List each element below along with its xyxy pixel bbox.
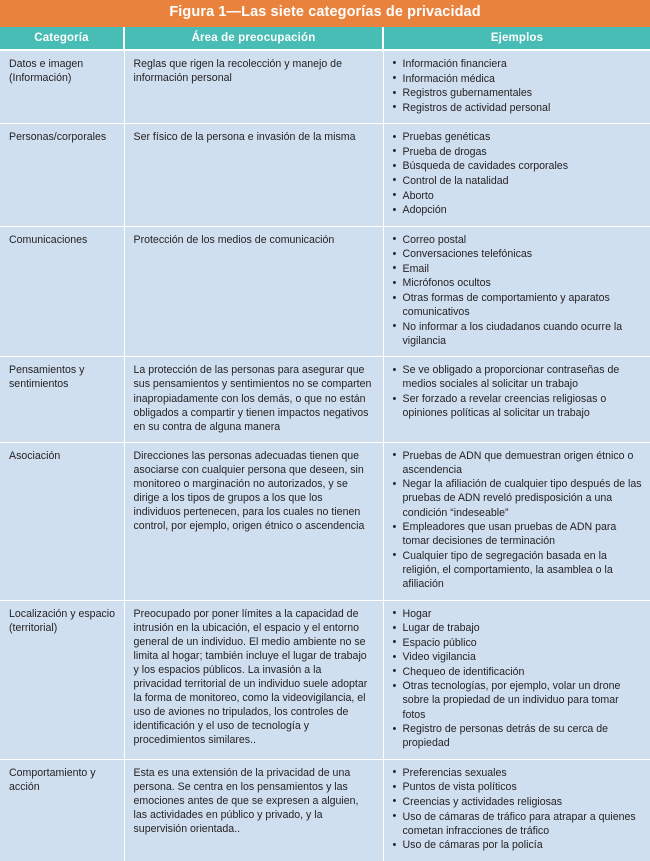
cell-concern <box>124 759 383 860</box>
example-item: • Control de la natalidad <box>392 174 643 188</box>
cell-concern <box>124 124 383 226</box>
example-item: • Se ve obligado a proporcionar contraseñas de medios sociales al solicitar un trabajo <box>392 363 643 391</box>
example-item: • Chequeo de identificación <box>392 665 643 679</box>
cell-category <box>0 600 124 759</box>
example-item: • Espacio público <box>392 636 643 650</box>
example-item: • Video vigilancia <box>392 650 643 664</box>
concern-text: Direcciones las personas adecuadas tienen que asociarse con cualquier persona que deseen, sin monitoreo o marginación no autorizados, y se dirige a los tipos de grupos a los que los individuos pertenecen, para los cuales no tienen control, por ejemplo, origen étnico o ascendencia <box>133 449 365 533</box>
example-item: • Información financiera <box>392 57 643 71</box>
table-row <box>0 357 650 442</box>
example-item: • Otras formas de comportamiento y aparatos comunicativos <box>392 291 643 319</box>
cell-category <box>0 226 124 357</box>
column-header-categoria: Categoría <box>0 27 124 50</box>
example-item: • Uso de cámaras de tráfico para atrapar a quienes cometan infracciones de tráfico <box>392 810 643 838</box>
table-body <box>0 50 650 861</box>
examples-list <box>392 449 643 591</box>
category-text: Comunicaciones <box>9 233 88 246</box>
cell-concern <box>124 226 383 357</box>
example-item: • Prueba de drogas <box>392 145 643 159</box>
example-item: • Aborto <box>392 189 643 203</box>
example-item: • Registro de personas detrás de su cerca de propiedad <box>392 722 643 750</box>
concern-text: Esta es una extensión de la privacidad de una persona. Se centra en los pensamientos y las emociones antes de que se expresen a alguien, las actividades en público y privado, y la supervisión orientada.. <box>133 766 359 836</box>
example-item: • Búsqueda de cavidades corporales <box>392 159 643 173</box>
example-item: • Creencias y actividades religiosas <box>392 795 643 809</box>
cell-category <box>0 357 124 442</box>
example-item: • Otras tecnologías, por ejemplo, volar un drone sobre la propiedad de un individuo para tomar fotos <box>392 679 643 721</box>
category-text: Datos e imagen (Información) <box>9 57 84 85</box>
example-item: • Hogar <box>392 607 643 621</box>
category-text: Pensamientos y sentimientos <box>9 364 85 391</box>
cell-examples <box>383 600 650 759</box>
concern-text: Protección de los medios de comunicación <box>133 233 335 246</box>
cell-examples <box>383 50 650 124</box>
example-item: • Empleadores que usan pruebas de ADN para tomar decisiones de terminación <box>392 520 643 548</box>
examples-list <box>392 57 643 115</box>
example-item: • Uso de cámaras por la policía <box>392 838 643 852</box>
cell-examples <box>383 357 650 442</box>
cell-category <box>0 50 124 124</box>
concern-text: Reglas que rigen la recolección y manejo de información personal <box>133 57 342 85</box>
cell-concern <box>124 600 383 759</box>
cell-category <box>0 759 124 860</box>
table-row <box>0 124 650 226</box>
example-item: • Email <box>392 262 643 276</box>
example-item: • Adopción <box>392 203 643 217</box>
cell-examples <box>383 124 650 226</box>
cell-concern <box>124 442 383 600</box>
example-item: • Micrófonos ocultos <box>392 276 643 290</box>
examples-list <box>392 607 643 751</box>
example-item: • Puntos de vista políticos <box>392 780 643 794</box>
cell-concern <box>124 357 383 442</box>
example-item: • No informar a los ciudadanos cuando ocurre la vigilancia <box>392 320 643 348</box>
concern-text: Ser físico de la persona e invasión de la misma <box>133 131 356 144</box>
category-text: Asociación <box>9 449 61 462</box>
column-header-ejemplos: Ejemplos <box>383 27 650 50</box>
category-text: Localización y espacio (territorial) <box>9 607 115 634</box>
example-item: • Pruebas genéticas <box>392 130 643 144</box>
examples-list <box>392 233 643 348</box>
example-item: • Registros de actividad personal <box>392 101 643 115</box>
header-row <box>0 27 650 50</box>
example-item: • Preferencias sexuales <box>392 766 643 780</box>
example-item: • Negar la afiliación de cualquier tipo después de las pruebas de ADN reveló predisposición a una condición “indeseable” <box>392 477 643 519</box>
examples-list <box>392 130 643 217</box>
example-item: • Lugar de trabajo <box>392 621 643 635</box>
example-item: • Ser forzado a revelar creencias religiosas o opiniones políticas al solicitar un trabajo <box>392 392 643 420</box>
table-row <box>0 600 650 759</box>
table-header <box>0 27 650 50</box>
cell-examples <box>383 226 650 357</box>
category-text: Personas/corporales <box>9 131 107 144</box>
concern-text: Preocupado por poner límites a la capacidad de intrusión en la ubicación, el espacio y el entorno general de un individuo. El medio ambiente no se limita al hogar; también incluye el lugar de trabajo y los espacios públicos. La invasión a la privacidad territorial de un individuo suele adoptar la forma de monitoreo, como la videovigilancia, el uso de aviones no tripulados, los controles de identificación y el uso de tecnología y procedimientos similares.. <box>133 607 368 747</box>
cell-concern <box>124 50 383 124</box>
figure-title: Figura 1—Las siete categorías de privacidad <box>0 0 650 27</box>
table-row <box>0 759 650 860</box>
category-text: Comportamiento y acción <box>9 766 96 793</box>
cell-category <box>0 124 124 226</box>
cell-examples <box>383 442 650 600</box>
example-item: • Correo postal <box>392 233 643 247</box>
examples-list <box>392 363 643 420</box>
cell-examples <box>383 759 650 860</box>
privacy-categories-table <box>0 27 650 861</box>
column-header-area-de-preocupacion: Área de preocupación <box>124 27 383 50</box>
example-item: • Cualquier tipo de segregación basada en la religión, el comportamiento, la asamblea o la afiliación <box>392 549 643 591</box>
example-item: • Registros gubernamentales <box>392 86 643 100</box>
example-item: • Conversaciones telefónicas <box>392 247 643 261</box>
examples-list <box>392 766 643 852</box>
example-item: • Información médica <box>392 72 643 86</box>
cell-category <box>0 442 124 600</box>
example-item: • Pruebas de ADN que demuestran origen étnico o ascendencia <box>392 449 643 477</box>
table-row <box>0 226 650 357</box>
concern-text: La protección de las personas para asegurar que sus pensamientos y sentimientos no se comparten inapropiadamente con los demás, o que no están obligados a compartir y tienen impactos negativos en su contra de alguna manera <box>133 364 372 433</box>
table-row <box>0 442 650 600</box>
table-row <box>0 50 650 124</box>
